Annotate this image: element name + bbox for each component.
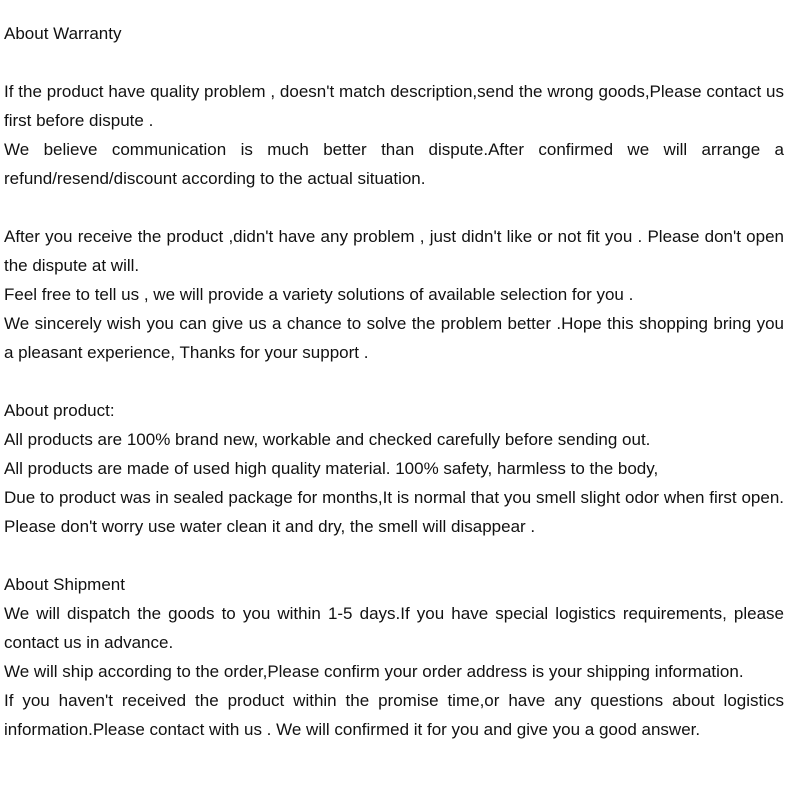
shipment-paragraph: We will dispatch the goods to you within 1-5 days.If you have special logistics requirements, please contact us in advance. (4, 604, 784, 652)
spacer (4, 193, 784, 222)
spacer (4, 541, 784, 570)
shipment-paragraph: If you haven't received the product within the promise time,or have any questions about logistics information.Please contact with us . We will confirmed it for you and give you a good answer. (4, 691, 784, 739)
product-section (4, 396, 784, 541)
warranty-heading: About Warranty (4, 24, 122, 43)
warranty-section (4, 19, 784, 367)
shipment-section (4, 570, 784, 744)
warranty-paragraph: We sincerely wish you can give us a chance to solve the problem better .Hope this shopping bring you a pleasant experience, Thanks for your support . (4, 314, 784, 362)
warranty-paragraph: We believe communication is much better than dispute.After confirmed we will arrange a refund/resend/discount according to the actual situation. (4, 140, 784, 188)
shipment-heading: About Shipment (4, 575, 125, 594)
shipment-paragraph: We will ship according to the order,Please confirm your order address is your shipping information. (4, 662, 744, 681)
warranty-paragraph: If the product have quality problem , doesn't match description,send the wrong goods,Please contact us first before dispute . (4, 82, 784, 130)
product-paragraph: Due to product was in sealed package for months,It is normal that you smell slight odor when first open. Please don't worry use water clean it and dry, the smell will disappear . (4, 488, 784, 536)
warranty-paragraph: Feel free to tell us , we will provide a variety solutions of available selection for you . (4, 285, 634, 304)
product-paragraph: All products are 100% brand new, workable and checked carefully before sending out. (4, 430, 651, 449)
spacer (4, 48, 784, 77)
policy-document (4, 19, 784, 744)
product-paragraph: All products are made of used high quality material. 100% safety, harmless to the body, (4, 459, 659, 478)
spacer (4, 367, 784, 396)
warranty-paragraph: After you receive the product ,didn't have any problem , just didn't like or not fit you . Please don't open the dispute at will. (4, 227, 784, 275)
product-heading: About product: (4, 401, 115, 420)
